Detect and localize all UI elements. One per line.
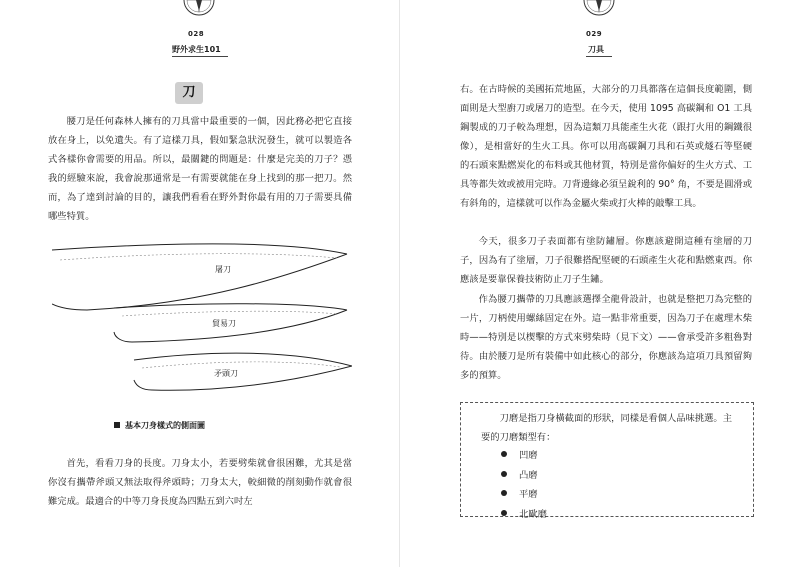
paragraph-1: 右。在古時候的美國拓荒地區，大部分的刀具都落在這個長度範圍，側面則是大型廚刀或屠刀的造型。在今天，使用 1095 高碳鋼和 O1 工具鋼製成的刀子較為理想，因為這類刀具能產生火花（跟打火用的鋼鐵很像），是相當好的生火工具。你可以用高碳鋼刀具和石英或燧石等堅硬的石頭來點燃炭化的布料或其他材質，特別是當你偏好的生火方式、工具等都失效或被用完時。刀背邊緣必須呈銳利的 90° 角，不要是圓滑或有斜角的，這樣就可以作為金屬火柴或打火棒的敲擊工具。 [460,84,752,209]
left-page [0,0,399,567]
header-rule [586,56,612,57]
bottom-paragraph: 首先，看看刀身的長度。刀身太小，若要劈柴就會很困難，尤其是當你沒有攜帶斧頭又無法取得斧頭時；刀身太大，較細微的削刻動作就會很難完成。最適合的中等刀身長度為四點五到六吋左 [48,458,352,507]
right-page [400,0,799,567]
section-badge: 刀 [175,82,203,104]
sidebar-text: 刀磨是指刀身橫截面的形狀，同樣是看個人品味挑選。主要的刀磨類型有： [481,413,733,443]
list-item: 凹磨 [501,446,547,466]
grind-type-list [501,446,547,524]
butcher-knife-blade [52,244,347,310]
bullet-icon [501,471,507,477]
intro-paragraph: 腰刀是任何森林人擁有的刀具當中最重要的一個，因此務必把它直接放在身上，以免遺失。有了這樣刀具，假如緊急狀況發生，就可以製造各式各樣你會需要的用品。所以，最關鍵的問題是：什麼是完美的刀子？憑我的經驗來說，我會說那通常是一有需要就能在身上找到的那一把刀。然而，為了達到討論的目的，讓我們看看在野外對你最有用的刀子需要具備哪些特質。 [48,116,352,222]
compass-icon [582,0,616,22]
running-head-chapter-title: 刀具 [588,45,604,54]
list-item: 平磨 [501,485,547,505]
paragraph-3: 作為腰刀攜帶的刀具應該選擇全龍骨設計，也就是整把刀為完整的一片，刀柄使用螺絲固定在外。這一點非常重要，因為刀子在處理木柴時——特別是以楔擊的方式來劈柴時（見下文）——會承受許多粗魯對待。由於腰刀是所有裝備中如此核心的部分，你應該為這項刀具預留夠多的預算。 [460,294,752,381]
bullet-icon [501,490,507,496]
label-spearpoint-knife: 矛頭刀 [214,369,238,378]
running-head-book-title: 野外求生101 [172,45,221,54]
figure-caption-text: 基本刀身樣式的側面圖 [125,421,205,430]
bullet-icon [501,451,507,457]
bullet-icon [501,510,507,516]
page-number: 028 [188,30,205,38]
caption-square-icon [114,422,120,428]
label-butcher-knife: 屠刀 [215,265,231,274]
spearpoint-knife-blade [134,353,352,390]
figure-caption [114,420,205,431]
list-item: 凸磨 [501,466,547,486]
grind-sidebar-box [460,402,754,520]
list-item: 北歐磨 [501,505,547,525]
header-rule [172,56,228,57]
compass-icon [182,0,216,22]
label-trade-knife: 貿易刀 [212,319,236,328]
page-number: 029 [586,30,603,38]
knife-blade-diagram [52,240,352,418]
paragraph-2: 今天，很多刀子表面都有塗防鏽層。你應該避開這種有塗層的刀子，因為有了塗層，刀子很難搭配堅硬的石頭產生火花和點燃東西。你應該是要靠保養技術防止刀子生鏽。 [460,236,752,285]
